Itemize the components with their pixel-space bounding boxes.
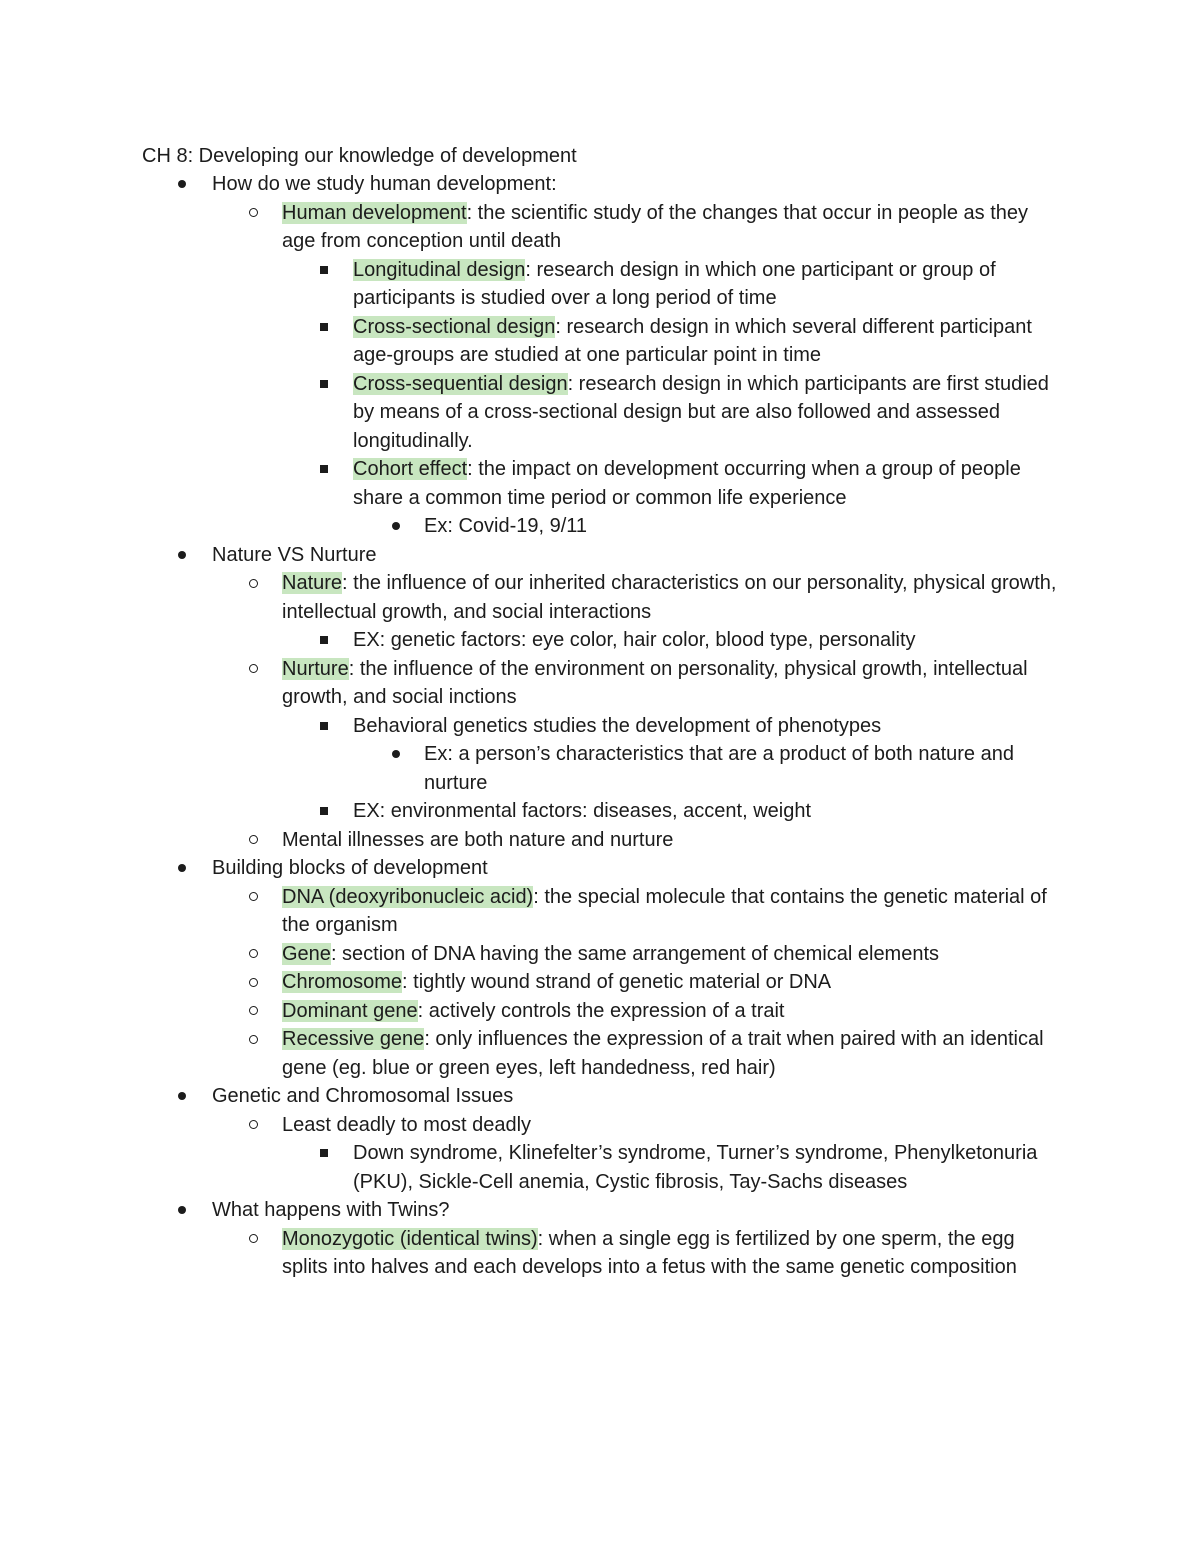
item-text: : research design in which one participant or group of participants is studied over a long period of time (353, 258, 996, 309)
filled-circle-bullet-icon (174, 170, 190, 199)
highlighted-term: Nurture (282, 657, 349, 680)
item-text: : actively controls the expression of a trait (417, 999, 785, 1022)
filled-circle-bullet-icon (174, 854, 190, 883)
outline-item-level-3 (353, 712, 1063, 741)
filled-square-bullet-icon (316, 256, 332, 285)
hollow-circle-bullet-icon (245, 569, 261, 598)
outline-item-level-2 (282, 569, 1062, 626)
outline-list (0, 170, 1200, 1282)
hollow-circle-bullet-icon (245, 968, 261, 997)
item-text: How do we study human development: (212, 173, 557, 195)
filled-square-bullet-icon (316, 1139, 332, 1168)
filled-circle-bullet-icon (174, 541, 190, 570)
highlighted-term: Longitudinal design (353, 258, 526, 281)
item-text: What happens with Twins? (212, 1199, 450, 1221)
filled-square-bullet-icon (316, 626, 332, 655)
filled-circle-bullet-icon (388, 740, 404, 769)
outline-item-level-3 (353, 797, 1063, 826)
item-text: EX: genetic factors: eye color, hair color, blood type, personality (353, 629, 916, 651)
highlighted-term: DNA (deoxyribonucleic acid) (282, 885, 534, 908)
item-text: Ex: Covid-19, 9/11 (424, 515, 588, 537)
outline-item-level-2 (282, 199, 1062, 256)
hollow-circle-bullet-icon (245, 1025, 261, 1054)
hollow-circle-bullet-icon (245, 1225, 261, 1254)
outline-item-level-2 (282, 968, 1062, 997)
highlighted-term: Chromosome (282, 971, 403, 993)
item-text: : research design in which participants are first studied by means of a cross-sectional design but are also followed and assessed longitudinally. (353, 372, 1049, 452)
hollow-circle-bullet-icon (245, 655, 261, 684)
item-text: Ex: a person’s characteristics that are a product of both nature and nurture (424, 743, 1014, 794)
hollow-circle-bullet-icon (245, 883, 261, 912)
item-text: Down syndrome, Klinefelter’s syndrome, Turner’s syndrome, Phenylketonuria (PKU), Sickle-Cell anemia, Cystic fibrosis, Tay-Sachs diseases (353, 1142, 1038, 1193)
filled-square-bullet-icon (316, 797, 332, 826)
outline-item-level-1 (212, 541, 1062, 570)
outline-item-level-2 (282, 883, 1062, 940)
outline-item-level-2 (282, 940, 1062, 969)
item-text: : the impact on development occurring when a group of people share a common time period or common life experience (353, 458, 1021, 509)
item-text: EX: environmental factors: diseases, accent, weight (353, 800, 812, 822)
item-text: Mental illnesses are both nature and nurture (282, 828, 674, 851)
outline-item-level-2 (282, 1111, 1062, 1140)
outline-item-level-3 (353, 455, 1063, 512)
highlighted-term: Monozygotic (identical twins) (282, 1227, 538, 1250)
item-text: Genetic and Chromosomal Issues (212, 1085, 514, 1107)
outline-item-level-2 (282, 1025, 1062, 1082)
outline-item-level-1 (212, 170, 1062, 199)
highlighted-term: Nature (282, 572, 343, 594)
outline-item-level-1 (212, 1196, 1062, 1225)
outline-item-level-3 (353, 626, 1063, 655)
highlighted-term: Cross-sequential design (353, 372, 568, 395)
highlighted-term: Dominant gene (282, 999, 418, 1022)
highlighted-term: Cohort effect (353, 458, 468, 480)
filled-square-bullet-icon (316, 313, 332, 342)
filled-circle-bullet-icon (388, 512, 404, 541)
outline-item-level-2 (282, 997, 1062, 1026)
item-text: : when a single egg is fertilized by one sperm, the egg splits into halves and each develops into a fetus with the same genetic composition (282, 1227, 1017, 1278)
outline-item-level-2 (282, 1225, 1062, 1282)
hollow-circle-bullet-icon (245, 940, 261, 969)
filled-square-bullet-icon (316, 455, 332, 484)
outline-item-level-3 (353, 256, 1063, 313)
hollow-circle-bullet-icon (245, 199, 261, 228)
item-text: Behavioral genetics studies the development of phenotypes (353, 714, 882, 737)
outline-item-level-1 (212, 1082, 1062, 1111)
item-text: Building blocks of development (212, 857, 488, 879)
highlighted-term: Recessive gene (282, 1028, 425, 1050)
hollow-circle-bullet-icon (245, 997, 261, 1026)
highlighted-term: Cross-sectional design (353, 315, 556, 338)
filled-square-bullet-icon (316, 712, 332, 741)
item-text: : only influences the expression of a trait when paired with an identical gene (eg. blue or green eyes, left handedness, red hair) (282, 1028, 1044, 1079)
outline-item-level-2 (282, 655, 1062, 712)
item-text: : tightly wound strand of genetic material or DNA (402, 971, 832, 993)
item-text: : the scientific study of the changes that occur in people as they age from conception until death (282, 201, 1029, 252)
item-text: Least deadly to most deadly (282, 1113, 532, 1136)
outline-item-level-4 (424, 740, 1064, 797)
hollow-circle-bullet-icon (245, 826, 261, 855)
item-text: : the special molecule that contains the genetic material of the organism (282, 885, 1047, 936)
item-text: Nature VS Nurture (212, 543, 377, 566)
filled-circle-bullet-icon (174, 1082, 190, 1111)
highlighted-term: Gene (282, 942, 331, 965)
outline-item-level-1 (212, 854, 1062, 883)
outline-item-level-4 (424, 512, 1064, 541)
item-text: : the influence of the environment on personality, physical growth, intellectual growth, and social inctions (282, 657, 1028, 708)
item-text: : the influence of our inherited characteristics on our personality, physical growth, intellectual growth, and social interactions (282, 572, 1057, 623)
filled-circle-bullet-icon (174, 1196, 190, 1225)
outline-item-level-2 (282, 826, 1062, 855)
outline-item-level-3 (353, 313, 1063, 370)
outline-item-level-3 (353, 370, 1063, 456)
document-title: CH 8: Developing our knowledge of development (142, 145, 577, 167)
filled-square-bullet-icon (316, 370, 332, 399)
item-text: : section of DNA having the same arrangement of chemical elements (330, 942, 940, 965)
hollow-circle-bullet-icon (245, 1111, 261, 1140)
outline-item-level-3 (353, 1139, 1063, 1196)
item-text: : research design in which several different participant age-groups are studied at one particular point in time (353, 315, 1032, 366)
highlighted-term: Human development (282, 201, 467, 224)
